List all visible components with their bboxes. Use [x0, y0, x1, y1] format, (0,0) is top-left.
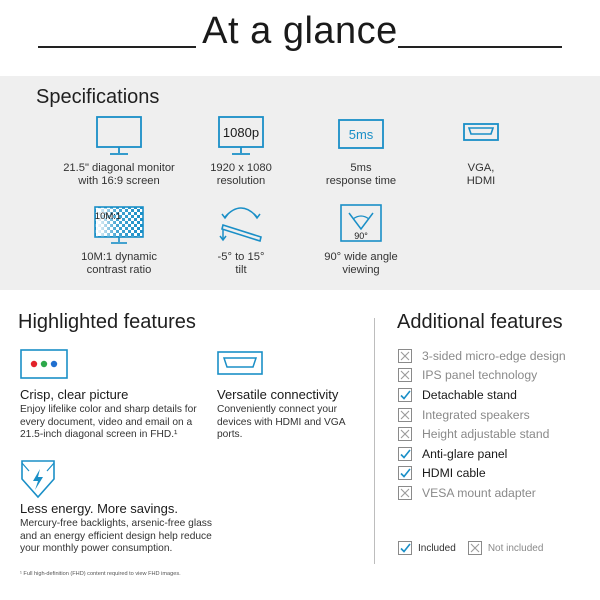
monitor-icon: [89, 114, 149, 158]
title-row: [0, 0, 600, 76]
additional-feature-item: [398, 385, 588, 405]
contrast-badge: 10M:1: [94, 211, 122, 222]
spec-viewing-line1: 90° wide angle: [324, 251, 398, 263]
spec-item-contrast: [54, 203, 184, 277]
resolution-badge: 1080p: [222, 125, 260, 140]
spec-tilt-line1: -5° to 15°: [217, 251, 265, 263]
spec-tilt-line2: tilt: [235, 264, 247, 276]
spec-ports-line2: HDMI: [466, 175, 496, 187]
feature-picture-line3: 21.5-inch diagonal screen in FHD.¹: [20, 429, 178, 440]
specifications-heading: Specifications: [36, 86, 160, 108]
spec-item-tilt: [176, 203, 306, 277]
spec-screen-line2: with 16:9 screen: [78, 175, 160, 187]
additional-feature-item: [398, 483, 588, 503]
title-rule-right: [398, 46, 562, 48]
additional-feature-label: 3-sided micro-edge design: [422, 348, 566, 363]
feature-energy-title: Less energy. More savings.: [20, 501, 178, 516]
additional-feature-item: [398, 366, 588, 386]
legend-excluded-label: Not included: [487, 542, 544, 554]
additional-feature-item: [398, 464, 588, 484]
spec-contrast-line2: contrast ratio: [86, 264, 152, 276]
response-time-icon: [331, 114, 391, 158]
response-badge: 5ms: [348, 127, 374, 142]
additional-feature-label: IPS panel technology: [422, 368, 538, 383]
spec-contrast-line1: 10M:1 dynamic: [81, 251, 157, 263]
spec-viewing-line2: viewing: [342, 264, 380, 276]
specifications-section: [0, 76, 600, 290]
additional-feature-item: [398, 346, 588, 366]
cross-icon: [398, 368, 412, 382]
energy-shield-icon: [20, 459, 56, 499]
contrast-ratio-icon: [89, 203, 149, 247]
additional-feature-label: Detachable stand: [422, 387, 517, 402]
feature-energy-line3: your monthly power consumption.: [20, 543, 173, 554]
feature-picture-line1: Enjoy lifelike color and sharp details for: [20, 404, 197, 415]
legend: [398, 541, 555, 555]
cross-icon: [398, 408, 412, 422]
cross-icon: [468, 541, 482, 555]
section-divider: [374, 318, 375, 564]
legend-included-label: Included: [418, 542, 456, 554]
additional-features-heading: Additional features: [397, 311, 563, 333]
spec-resolution-line1: 1920 x 1080: [210, 162, 272, 174]
resolution-icon: [211, 114, 271, 158]
additional-feature-item: [398, 444, 588, 464]
spec-item-response: [296, 114, 426, 188]
feature-energy: [20, 459, 220, 556]
additional-feature-label: Height adjustable stand: [422, 427, 550, 442]
footnote: ¹ Full high-definition (FHD) content required to view FHD images.: [20, 571, 181, 577]
spec-response-line2: response time: [325, 175, 397, 187]
spec-resolution-line2: resolution: [216, 175, 266, 187]
check-icon: [398, 541, 412, 555]
cross-icon: [398, 427, 412, 441]
additional-feature-label: HDMI cable: [422, 466, 486, 481]
feature-picture: [20, 349, 200, 442]
page-title: At a glance: [202, 10, 398, 52]
feature-connectivity-line1: Conveniently connect your: [217, 404, 338, 415]
spec-item-resolution: [176, 114, 306, 188]
feature-connectivity: [217, 349, 367, 442]
feature-energy-line1: Mercury-free backlights, arsenic-free glass: [20, 518, 212, 529]
viewing-badge: 90°: [354, 231, 368, 241]
feature-picture-line2: every document, video and email on a: [20, 416, 193, 428]
spec-ports-line1: VGA,: [467, 162, 495, 174]
viewing-angle-icon: [331, 203, 391, 247]
feature-connectivity-line2: devices with HDMI and VGA: [217, 416, 346, 428]
check-icon: [398, 466, 412, 480]
check-icon: [398, 447, 412, 461]
highlighted-features-heading: Highlighted features: [18, 311, 196, 333]
check-icon: [398, 388, 412, 402]
additional-feature-item: [398, 405, 588, 425]
additional-feature-label: Anti-glare panel: [422, 446, 508, 461]
cross-icon: [398, 486, 412, 500]
feature-energy-line2: and an energy efficient design help reduce: [20, 530, 212, 542]
spec-item-ports: [416, 114, 546, 188]
additional-feature-label: VESA mount adapter: [422, 485, 536, 500]
spec-response-line1: 5ms: [350, 162, 372, 174]
spec-item-screen: [54, 114, 184, 188]
tilt-icon: [211, 203, 271, 247]
feature-connectivity-title: Versatile connectivity: [217, 387, 339, 402]
hdmi-port-icon: [217, 349, 263, 379]
hdmi-port-icon: [451, 114, 511, 158]
color-dots-icon: [20, 349, 68, 379]
spec-item-viewing: [296, 203, 426, 277]
additional-feature-label: Integrated speakers: [422, 407, 530, 422]
additional-features-list: [398, 346, 588, 503]
additional-feature-item: [398, 424, 588, 444]
feature-picture-title: Crisp, clear picture: [20, 387, 129, 402]
cross-icon: [398, 349, 412, 363]
feature-connectivity-line3: ports.: [217, 429, 243, 440]
spec-screen-line1: 21.5" diagonal monitor: [63, 162, 175, 174]
